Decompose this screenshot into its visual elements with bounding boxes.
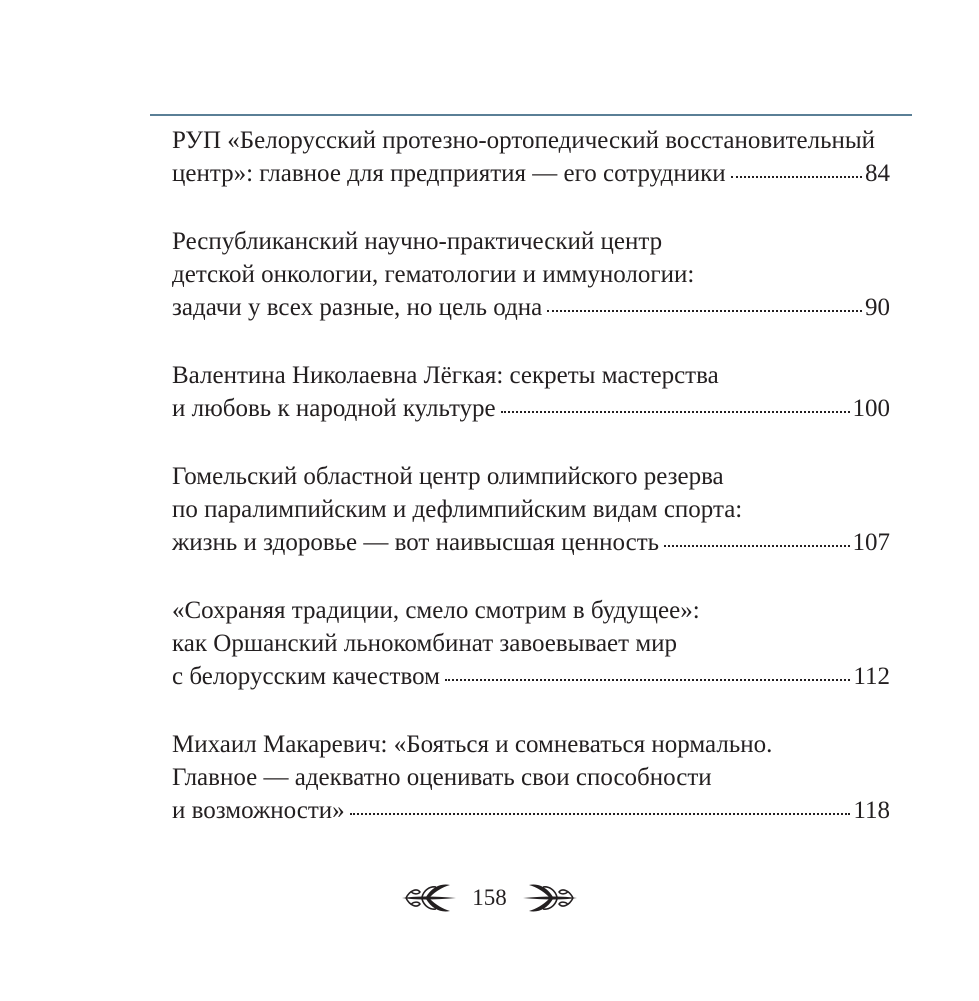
toc-entry-title-line: РУП «Белорусский протезно-ортопедический восстановительный [172, 127, 876, 154]
floral-flourish-left-icon [400, 878, 460, 918]
toc-entry[interactable] [172, 124, 890, 190]
toc-entry[interactable] [172, 359, 890, 425]
dot-leader [501, 411, 850, 413]
toc-entry-title-line: и любовь к народной культуре [172, 395, 496, 422]
toc-page-number: 118 [853, 797, 890, 824]
toc-page-number: 90 [865, 294, 890, 321]
toc-entry-title-line: детской онкологии, гематологии и иммунологии: [172, 261, 695, 288]
toc-entry-title-line: как Оршанский льнокомбинат завоевывает мир [172, 630, 678, 657]
toc-entry-title-line: задачи у всех разные, но цель одна [172, 294, 543, 321]
toc-page-number: 100 [852, 395, 890, 422]
toc-page-number: 107 [852, 529, 890, 556]
page-number: 158 [472, 885, 507, 910]
toc-entry[interactable] [172, 460, 890, 559]
toc-entry[interactable] [172, 728, 890, 827]
toc-entry-title-line: Гомельский областной центр олимпийского резерва [172, 463, 724, 490]
toc-entry-title-line: Валентина Николаевна Лёгкая: секреты мастерства [172, 362, 719, 389]
dot-leader [547, 310, 862, 312]
toc-entry-title-line: центр»: главное для предприятия — его сотрудники [172, 160, 726, 187]
dot-leader [350, 813, 851, 815]
toc-entry-title-line: по паралимпийским и дефлимпийским видам спорта: [172, 496, 743, 523]
toc-entry-title-line: с белорусским качеством [172, 663, 440, 690]
toc-entry[interactable] [172, 225, 890, 324]
dot-leader [445, 679, 851, 681]
toc-entry-title-line: «Сохраняя традиции, смело смотрим в будущее»: [172, 597, 700, 624]
toc-entry-title-line: жизнь и здоровье — вот наивысшая ценность [172, 529, 660, 556]
floral-flourish-right-icon [519, 878, 579, 918]
header-rule [150, 114, 912, 116]
toc-page-number: 84 [865, 160, 890, 187]
dot-leader [731, 176, 862, 178]
toc-entry-title-line: Республиканский научно-практический центр [172, 228, 663, 255]
page-footer [0, 876, 979, 920]
toc-entry-title-line: Главное — адекватно оценивать свои способности [172, 764, 712, 791]
table-of-contents [172, 124, 890, 862]
toc-entry-title-line: Михаил Макаревич: «Бояться и сомневаться нормально. [172, 731, 773, 758]
toc-entry-title-line: и возможности» [172, 797, 345, 824]
toc-page-number: 112 [853, 663, 890, 690]
toc-entry[interactable] [172, 594, 890, 693]
dot-leader [664, 545, 849, 547]
